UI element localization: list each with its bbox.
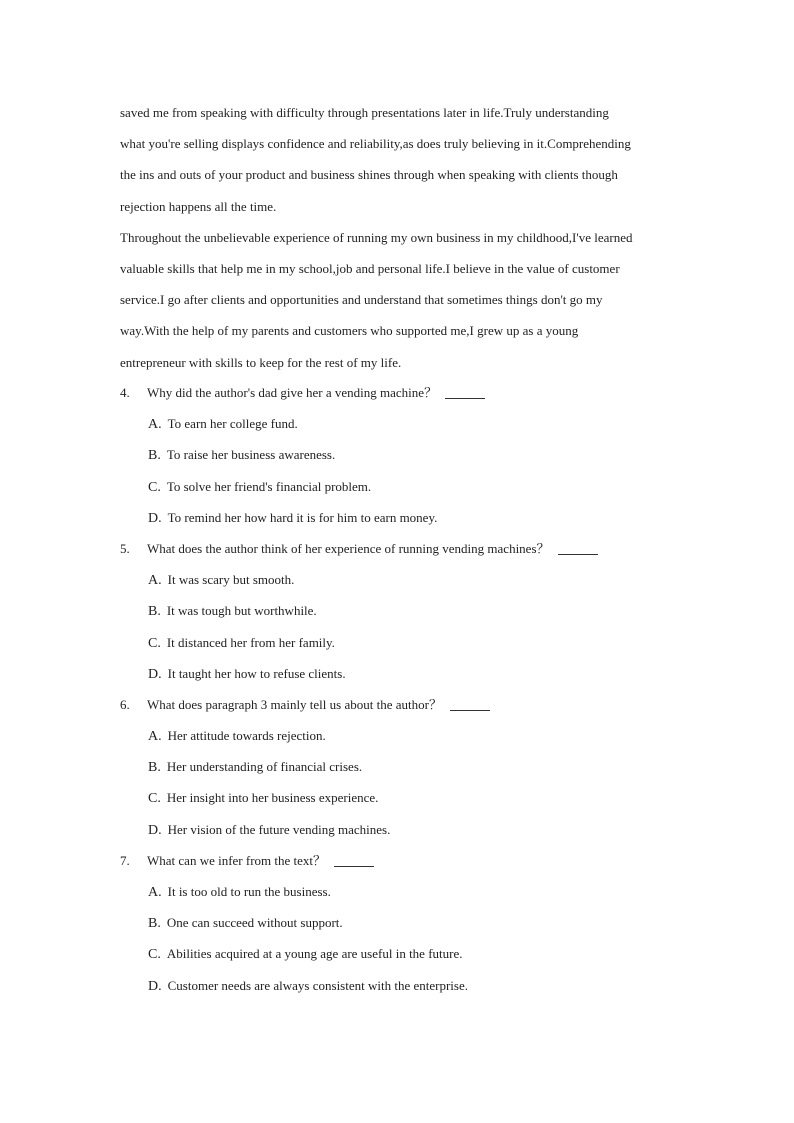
answer-blank[interactable] <box>334 852 374 867</box>
option-d[interactable] <box>120 817 720 848</box>
question-text: What does paragraph 3 mainly tell us about the author？ <box>147 696 442 712</box>
question-5 <box>120 536 720 692</box>
option-letter: D. <box>148 510 162 526</box>
option-letter: D. <box>148 978 162 994</box>
option-text: Her attitude towards rejection. <box>167 728 326 744</box>
passage-line: way.With the help of my parents and customers who supported me,I grew up as a young <box>120 323 579 339</box>
option-a[interactable] <box>120 411 720 442</box>
question-number: 4. <box>120 385 130 400</box>
question-number: 7. <box>120 852 130 868</box>
passage-line: Throughout the unbelievable experience of running my own business in my childhood,I've learned <box>120 229 633 245</box>
passage-line: valuable skills that help me in my school,job and personal life.I believe in the value of customer <box>120 260 620 276</box>
passage-line: service.I go after clients and opportunities and understand that sometimes things don't go my <box>120 292 603 308</box>
option-letter: A. <box>148 573 162 589</box>
option-text: Abilities acquired at a young age are useful in the future. <box>166 946 463 962</box>
option-letter: C. <box>148 791 161 807</box>
option-d[interactable] <box>120 973 720 1004</box>
question-stem <box>120 380 720 411</box>
option-letter: B. <box>148 760 161 776</box>
option-text: It is too old to run the business. <box>167 884 331 899</box>
option-letter: C. <box>148 947 161 963</box>
option-text: It was tough but worthwhile. <box>166 603 317 619</box>
option-text: Customer needs are always consistent with the enterprise. <box>167 977 468 993</box>
passage-line: rejection happens all the time. <box>120 198 277 214</box>
option-letter: A. <box>148 885 162 900</box>
question-text: Why did the author's dad give her a vending machine？ <box>147 385 438 400</box>
option-text: Her insight into her business experience. <box>166 790 379 806</box>
option-text: One can succeed without support. <box>166 915 343 931</box>
option-text: It taught her how to refuse clients. <box>167 665 346 681</box>
question-text: What can we infer from the text？ <box>147 852 327 868</box>
question-stem <box>120 536 720 567</box>
option-a[interactable] <box>120 879 720 910</box>
passage-line: entrepreneur with skills to keep for the rest of my life. <box>120 354 402 370</box>
option-letter: C. <box>148 479 161 495</box>
option-d[interactable] <box>120 661 720 692</box>
option-letter: A. <box>148 729 162 745</box>
option-b[interactable] <box>120 442 720 473</box>
question-text: What does the author think of her experience of running vending machines？ <box>147 540 550 556</box>
option-text: To raise her business awareness. <box>166 447 336 463</box>
option-c[interactable] <box>120 941 720 972</box>
option-a[interactable] <box>120 567 720 598</box>
passage-line: what you're selling displays confidence and reliability,as does truly believing in it.Comprehending <box>120 136 631 152</box>
answer-blank[interactable] <box>445 384 485 399</box>
passage <box>120 100 680 381</box>
answer-blank[interactable] <box>450 696 490 711</box>
option-letter: A. <box>148 417 162 433</box>
option-text: It distanced her from her family. <box>166 634 335 650</box>
option-text: Her understanding of financial crises. <box>166 759 363 775</box>
option-b[interactable] <box>120 910 720 941</box>
option-d[interactable] <box>120 505 720 536</box>
option-letter: C. <box>148 635 161 651</box>
option-letter: D. <box>148 666 162 682</box>
question-7 <box>120 848 720 1004</box>
option-a[interactable] <box>120 723 720 754</box>
question-6 <box>120 692 720 848</box>
passage-line: the ins and outs of your product and business shines through when speaking with clients though <box>120 167 618 183</box>
question-stem <box>120 848 720 879</box>
option-letter: B. <box>148 916 161 932</box>
answer-blank[interactable] <box>558 540 598 555</box>
option-b[interactable] <box>120 598 720 629</box>
passage-line: saved me from speaking with difficulty through presentations later in life.Truly understanding <box>120 105 609 120</box>
option-text: Her vision of the future vending machines. <box>167 821 391 837</box>
option-b[interactable] <box>120 754 720 785</box>
option-text: To earn her college fund. <box>167 416 298 432</box>
option-c[interactable] <box>120 630 720 661</box>
question-list <box>120 380 720 1004</box>
option-letter: B. <box>148 604 161 620</box>
option-c[interactable] <box>120 785 720 816</box>
question-stem <box>120 692 720 723</box>
option-c[interactable] <box>120 474 720 505</box>
option-text: It was scary but smooth. <box>167 572 295 588</box>
question-number: 5. <box>120 540 130 556</box>
option-letter: B. <box>148 448 161 464</box>
question-4 <box>120 380 720 536</box>
option-text: To remind her how hard it is for him to earn money. <box>167 509 438 525</box>
option-letter: D. <box>148 822 162 838</box>
option-text: To solve her friend's financial problem. <box>166 478 372 494</box>
question-number: 6. <box>120 696 130 712</box>
